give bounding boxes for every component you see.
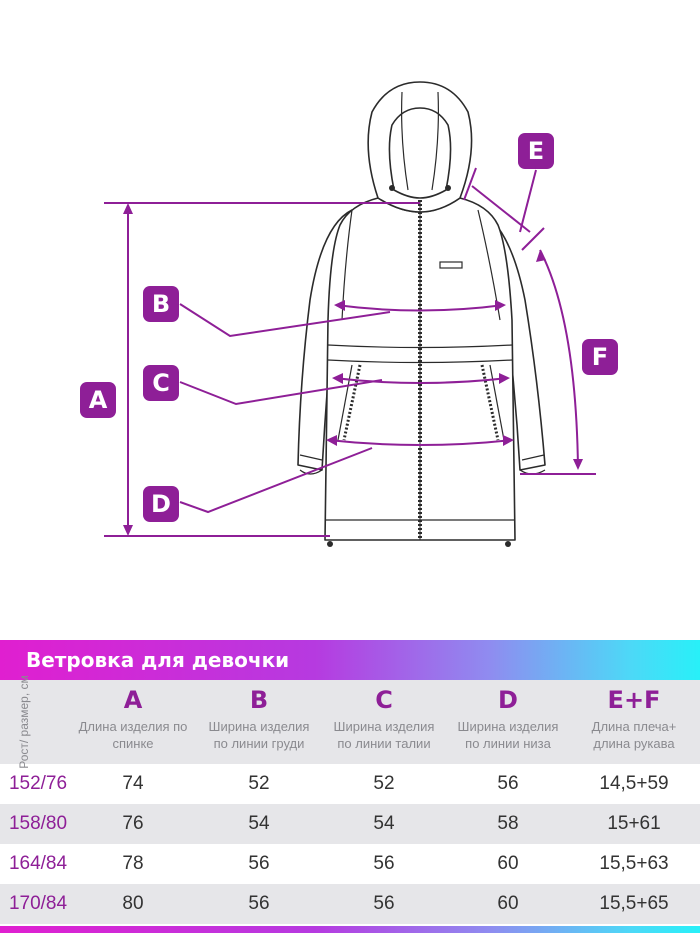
value-c: 52 (373, 773, 395, 794)
header-desc: Ширина изделия по линии талии (333, 719, 435, 751)
header-col-a (76, 680, 190, 764)
size-cell: 158/80 (8, 813, 68, 834)
badge-b: B (143, 286, 179, 322)
header-letter: A (123, 686, 143, 714)
header-letter: D (498, 686, 518, 714)
value-ef: 14,5+59 (599, 773, 669, 794)
size-table (0, 675, 700, 933)
size-column-header (0, 675, 48, 769)
badge-a: A (80, 382, 116, 418)
header-col-d (451, 680, 565, 764)
value-b: 56 (248, 893, 270, 914)
badge-d: D (143, 486, 179, 522)
value-d: 56 (497, 773, 519, 794)
header-desc: Длина изделия по спинке (78, 719, 188, 751)
size-header-label: Рост/ размер, см (17, 675, 31, 769)
title-band (0, 640, 700, 680)
header-letter: C (375, 686, 393, 714)
value-a: 80 (122, 893, 144, 914)
value-b: 56 (248, 853, 270, 874)
value-d: 60 (497, 853, 519, 874)
badge-f: F (582, 339, 618, 375)
value-c: 56 (373, 853, 395, 874)
value-a: 78 (122, 853, 144, 874)
value-c: 56 (373, 893, 395, 914)
table-header-row (0, 675, 700, 769)
table-row (0, 764, 700, 804)
value-d: 58 (497, 813, 519, 834)
hood-opening (389, 108, 450, 198)
header-col-c (327, 680, 441, 764)
table-row (0, 844, 700, 884)
value-b: 54 (248, 813, 270, 834)
value-b: 52 (248, 773, 270, 794)
header-letter: B (249, 686, 269, 714)
value-c: 54 (373, 813, 395, 834)
value-a: 76 (122, 813, 144, 834)
value-ef: 15+61 (607, 813, 661, 834)
header-letter: E+F (607, 686, 661, 714)
size-cell: 152/76 (8, 773, 68, 794)
table-title: Ветровка для девочки (26, 648, 290, 672)
value-d: 60 (497, 893, 519, 914)
header-desc: Ширина изделия по линии груди (208, 719, 310, 751)
value-a: 74 (122, 773, 144, 794)
header-desc: Ширина изделия по линии низа (457, 719, 559, 751)
value-ef: 15,5+65 (599, 893, 669, 914)
size-cell: 164/84 (8, 853, 68, 874)
header-col-b (202, 680, 316, 764)
badge-e: E (518, 133, 554, 169)
table-row (0, 884, 700, 924)
value-ef: 15,5+63 (599, 853, 669, 874)
table-row (0, 804, 700, 844)
size-cell: 170/84 (8, 893, 68, 914)
badge-c: C (143, 365, 179, 401)
header-col-ef (574, 680, 694, 764)
bottom-gradient-band (0, 926, 700, 933)
header-desc: Длина плеча+ длина рукава (591, 719, 677, 751)
